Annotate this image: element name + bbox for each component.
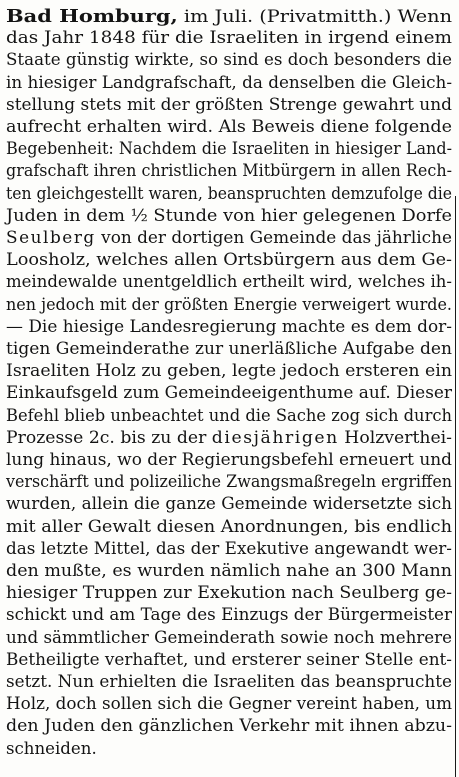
column-rule: [455, 196, 456, 777]
line-text: hiesiger Truppen zur Exekution nach Seulberg ge-: [6, 583, 452, 603]
line-text: stellung stets mit der größten Strenge gewahrt und: [6, 94, 452, 114]
line-text: ten gleichgestellt waren, beanspruchten demzufolge die: [6, 183, 452, 203]
line-text: lung hinaus, wo der Regierungsbefehl erneuert und: [6, 450, 452, 469]
line-text: schickt und am Tage des Einzugs der Bürgermeister: [6, 605, 452, 625]
line-text: wurden, allein die ganze Gemeinde widersetzte sich: [6, 494, 452, 514]
line-text: nen jedoch mit der größten Energie verweigert wurde.: [6, 294, 452, 314]
line-text: schneiden.: [6, 738, 97, 758]
article-line: [6, 385, 452, 402]
emphasized-word: Seulberg: [6, 228, 96, 247]
article-line: [6, 252, 452, 269]
line-text: Staate günstig wirkte, so sind es doch besonders die: [6, 50, 453, 70]
article-line: [6, 718, 452, 735]
line-text: tigen Gemeinderathe zur unerläßliche Aufgabe den: [6, 339, 452, 358]
line-text: Holzverthei-: [338, 427, 452, 447]
article-line: [6, 452, 452, 469]
line-text: von der dortigen Gemeinde das jährliche: [95, 228, 453, 247]
line-text: meindewalde unentgeldlich ertheilt wird, welches ih-: [6, 272, 452, 292]
article-line: [6, 341, 452, 358]
line-text: Juden in dem ½ Stunde von hier gelegenen Dorfe: [6, 205, 452, 225]
line-text: Begebenheit: Nachdem die Israeliten in hiesiger Land-: [6, 139, 452, 159]
article-line: [6, 183, 452, 203]
article-line: [6, 316, 452, 336]
line-text: Befehl blieb unbeachtet und die Sache zog sich durch: [6, 405, 452, 425]
article-line: [6, 563, 452, 580]
line-text: setzt. Nun erhielten die Israeliten das beanspruchte: [6, 672, 452, 691]
article-line: [6, 94, 452, 114]
article-line: [6, 141, 452, 158]
article-line: [6, 738, 97, 758]
article-line: [6, 30, 452, 47]
article-line: [6, 363, 452, 380]
article-line: [6, 427, 452, 447]
line-text: aufrecht erhalten wird. Als Beweis diene folgende: [6, 117, 452, 136]
article-line: [6, 274, 452, 291]
emphasized-word: diesjährigen: [211, 427, 339, 447]
line-prefix: Prozesse 2c. bis zu der: [6, 427, 212, 447]
line-text: Betheiligte verhaftet, und ersterer seiner Stelle ent-: [6, 649, 452, 669]
article-line: [6, 72, 452, 92]
article-line: [6, 230, 452, 247]
line-text: Israeliten Holz zu geben, legte jedoch ersteren ein: [6, 361, 452, 381]
line-text: das Jahr 1848 für die Israeliten in irgend einem: [6, 28, 452, 48]
article-line: [6, 52, 452, 69]
article-line: [6, 538, 452, 558]
article-line: [6, 205, 452, 225]
line-text: — Die hiesige Landesregierung machte es dem dor-: [6, 316, 452, 336]
line-text: mit aller Gewalt diesen Anordnungen, bis endlich: [6, 516, 452, 536]
article-line: [6, 496, 452, 513]
article-line: [6, 585, 452, 602]
line-text: Loosholz, welches allen Ortsbürgern aus dem Ge-: [6, 250, 452, 270]
article-line: [6, 516, 452, 536]
article-line: [6, 405, 452, 425]
line-text: den mußte, es wurden nämlich nahe an 300 Mann: [6, 561, 452, 580]
article-line: [6, 294, 452, 314]
dateline-place: Bad Homburg,: [6, 6, 178, 27]
article-line: [6, 627, 452, 647]
article-line: [6, 8, 452, 26]
line-text: Holz, doch sollen sich die Gegner vereint haben, um: [6, 694, 452, 714]
article-line: [6, 674, 452, 691]
article-line: [6, 474, 452, 491]
article-line: [6, 607, 452, 624]
line-text: in hiesiger Landgrafschaft, da denselben die Gleich-: [6, 72, 452, 92]
line-text: im Juli. (Privatmitth.) Wenn: [177, 7, 452, 26]
article-line: [6, 119, 452, 136]
line-text: Einkaufsgeld zum Gemeindeeigenthume auf. Dieser: [6, 383, 452, 403]
article-line: [6, 696, 452, 713]
line-text: den Juden den gänzlichen Verkehr mit ihnen abzu-: [6, 716, 452, 736]
article-line: [6, 163, 452, 180]
line-text: grafschaft ihren christlichen Mitbürgern in allen Rech-: [6, 161, 452, 181]
line-text: das letzte Mittel, das der Exekutive angewandt wer-: [6, 538, 452, 558]
article-line: [6, 649, 452, 669]
line-text: verschärft und polizeiliche Zwangsmaßregeln ergriffen: [6, 472, 452, 492]
line-text: und sämmtlicher Gemeinderath sowie noch mehrere: [6, 627, 452, 647]
